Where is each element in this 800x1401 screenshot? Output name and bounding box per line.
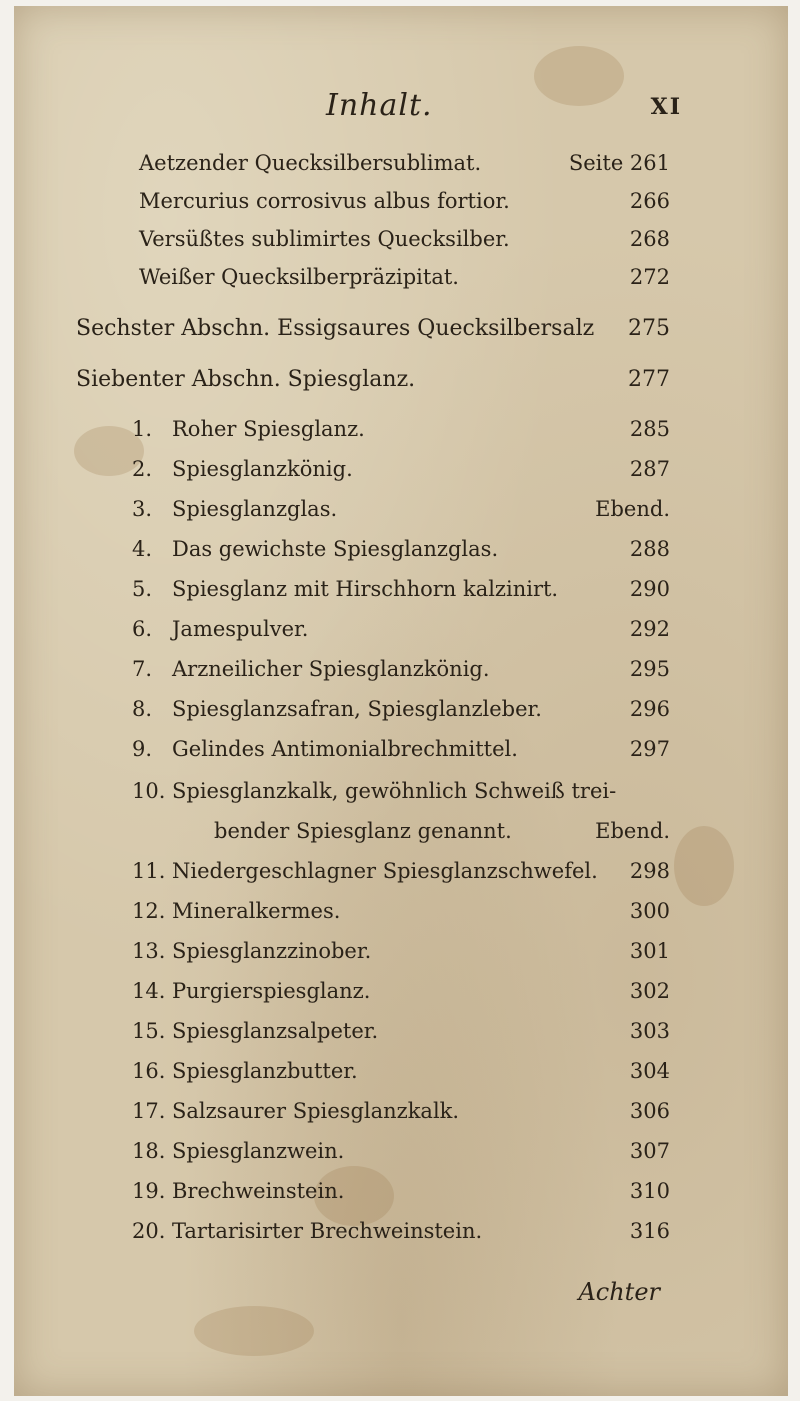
- toc-entry: [14, 1054, 788, 1088]
- entry-page: 287: [629, 457, 670, 481]
- entry-title: Mineralkermes.: [172, 899, 341, 923]
- entry-title: Jamespulver.: [172, 617, 309, 641]
- toc-entry: [14, 1014, 788, 1048]
- entry-title: Spiesglanzkalk, gewöhnlich Schweiß trei-: [172, 779, 617, 803]
- entry-title: Siebenter Abschn. Spiesglanz.: [76, 367, 416, 392]
- entry-page: 296: [629, 697, 670, 721]
- section-heading: [14, 363, 788, 397]
- entry-title: Spiesglanzkönig.: [172, 457, 353, 481]
- entry-number: 9.: [132, 737, 153, 761]
- toc-entry: [14, 1214, 788, 1248]
- entry-page: 295: [629, 657, 670, 681]
- page-title: Inhalt.: [326, 88, 433, 123]
- entry-title: Niedergeschlagner Spiesglanzschwefel.: [172, 859, 598, 883]
- entry-page: 307: [629, 1139, 670, 1163]
- entry-title: Versüßtes sublimirtes Quecksilber.: [139, 227, 510, 251]
- entry-page: 275: [628, 316, 670, 341]
- toc-entry: [14, 184, 788, 218]
- toc-entry: [14, 894, 788, 928]
- entry-number: 7.: [132, 657, 153, 681]
- toc-entry: [14, 774, 788, 808]
- entry-title: Spiesglanzsalpeter.: [172, 1019, 379, 1043]
- entry-title: Brechweinstein.: [172, 1179, 345, 1203]
- toc-entry: [14, 1094, 788, 1128]
- entry-page: 302: [629, 979, 670, 1003]
- entry-number: 13.: [132, 939, 166, 963]
- toc-entry: [14, 1174, 788, 1208]
- entry-number: 3.: [132, 497, 153, 521]
- entry-number: 4.: [132, 537, 153, 561]
- catchword: Achter: [578, 1278, 660, 1306]
- entry-page: 292: [629, 617, 670, 641]
- entry-number: 10.: [132, 779, 166, 803]
- entry-number: 11.: [132, 859, 166, 883]
- toc-entry: [14, 974, 788, 1008]
- entry-page: 306: [629, 1099, 670, 1123]
- entry-number: 17.: [132, 1099, 166, 1123]
- toc-entry: [14, 934, 788, 968]
- entry-title: bender Spiesglanz genannt.: [214, 819, 512, 843]
- entry-title: Gelindes Antimonialbrechmittel.: [172, 737, 518, 761]
- entry-number: 5.: [132, 577, 153, 601]
- entry-title: Aetzender Quecksilbersublimat.: [139, 151, 482, 175]
- entry-number: 14.: [132, 979, 166, 1003]
- entry-number: 12.: [132, 899, 166, 923]
- entry-title: Spiesglanzzinober.: [172, 939, 372, 963]
- entry-number: 20.: [132, 1219, 166, 1243]
- toc-entry: [14, 412, 788, 446]
- entry-title: Spiesglanz mit Hirschhorn kalzinirt.: [172, 577, 559, 601]
- toc-entry: [14, 146, 788, 180]
- entry-page: 288: [629, 537, 670, 561]
- entry-page: 301: [629, 939, 670, 963]
- entry-title: Weißer Quecksilberpräzipitat.: [139, 265, 459, 289]
- toc-entry-continuation: [14, 814, 788, 848]
- book-page: [14, 6, 788, 1396]
- entry-page: 268: [629, 227, 670, 251]
- entry-page: 310: [629, 1179, 670, 1203]
- entry-page: 298: [629, 859, 670, 883]
- entry-title: Roher Spiesglanz.: [172, 417, 365, 441]
- entry-page: 297: [629, 737, 670, 761]
- entry-title: Salzsaurer Spiesglanzkalk.: [172, 1099, 460, 1123]
- toc-entry: [14, 732, 788, 766]
- entry-title: Spiesglanzbutter.: [172, 1059, 358, 1083]
- entry-page: Seite 261: [568, 151, 670, 175]
- page-number: XI: [650, 94, 682, 120]
- table-of-contents: [14, 6, 788, 1396]
- entry-title: Spiesglanzsafran, Spiesglanzleber.: [172, 697, 542, 721]
- entry-page: Ebend.: [595, 819, 670, 843]
- entry-number: 18.: [132, 1139, 166, 1163]
- entry-page: 316: [629, 1219, 670, 1243]
- toc-entry: [14, 572, 788, 606]
- entry-number: 8.: [132, 697, 153, 721]
- toc-entry: [14, 260, 788, 294]
- entry-number: 2.: [132, 457, 153, 481]
- toc-entry: [14, 492, 788, 526]
- entry-page: Ebend.: [595, 497, 670, 521]
- entry-title: Purgierspiesglanz.: [172, 979, 371, 1003]
- toc-entry: [14, 222, 788, 256]
- entry-page: 272: [629, 265, 670, 289]
- entry-title: Arzneilicher Spiesglanzkönig.: [172, 657, 490, 681]
- entry-page: 290: [629, 577, 670, 601]
- entry-number: 1.: [132, 417, 153, 441]
- entry-page: 277: [628, 367, 670, 392]
- entry-title: Sechster Abschn. Essigsaures Quecksilbersalz: [76, 316, 595, 341]
- entry-number: 6.: [132, 617, 153, 641]
- entry-page: 285: [629, 417, 670, 441]
- toc-entry: [14, 692, 788, 726]
- entry-number: 15.: [132, 1019, 166, 1043]
- entry-page: 300: [629, 899, 670, 923]
- entry-number: 19.: [132, 1179, 166, 1203]
- entry-page: 266: [629, 189, 670, 213]
- entry-title: Das gewichste Spiesglanzglas.: [172, 537, 499, 561]
- toc-entry: [14, 612, 788, 646]
- entry-number: 16.: [132, 1059, 166, 1083]
- toc-entry: [14, 1134, 788, 1168]
- section-heading: [14, 312, 788, 346]
- entry-title: Mercurius corrosivus albus fortior.: [139, 189, 510, 213]
- entry-title: Spiesglanzwein.: [172, 1139, 345, 1163]
- entry-page: 303: [629, 1019, 670, 1043]
- entry-title: Tartarisirter Brechweinstein.: [172, 1219, 483, 1243]
- toc-entry: [14, 652, 788, 686]
- toc-entry: [14, 854, 788, 888]
- entry-page: 304: [629, 1059, 670, 1083]
- toc-entry: [14, 532, 788, 566]
- toc-entry: [14, 452, 788, 486]
- entry-title: Spiesglanzglas.: [172, 497, 338, 521]
